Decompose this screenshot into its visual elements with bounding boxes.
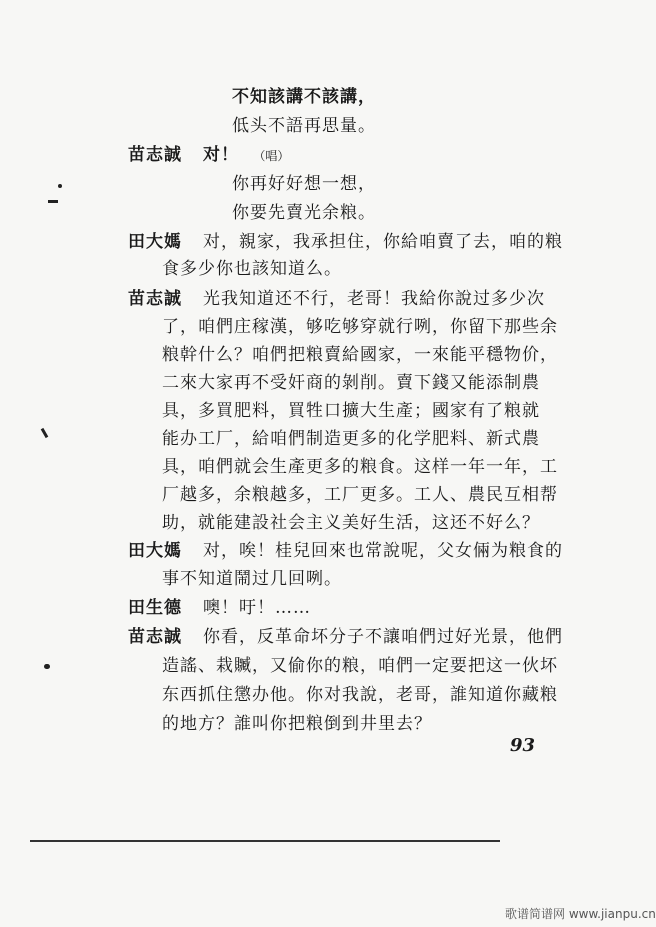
text-line: 能办工厂，給咱們制造更多的化学肥料、新式農 — [162, 429, 540, 449]
page-number: 93 — [510, 735, 536, 756]
speaker-name: 苗志誠 — [128, 627, 182, 647]
text-line: 对，親家，我承担住，你給咱賣了去，咱的粮 — [203, 232, 563, 252]
margin-mark — [41, 428, 49, 438]
speaker-name: 田生德 — [128, 598, 182, 618]
text-line: 光我知道还不行，老哥！我給你說过多少次 — [203, 289, 545, 309]
text-line: 具，咱們就会生產更多的粮食。这样一年一年，工 — [162, 457, 558, 477]
text-line: 二來大家再不受奸商的剝削。賣下錢又能添制農 — [162, 373, 540, 393]
text-line: 你看，反革命坏分子不讓咱們过好光景，他們 — [203, 627, 563, 647]
text-line: 粮幹什么？咱們把粮賣給國家，一來能平穩物价， — [162, 345, 558, 365]
text-line: 你再好好想一想， — [232, 174, 376, 194]
text-line: 助，就能建設社会主义美好生活，这还不好么？ — [162, 513, 540, 533]
text-line: 具，多買肥料，買牲口擴大生產；國家有了粮就 — [162, 401, 540, 421]
text-line: 了，咱們庄稼漢，够吃够穿就行咧，你留下那些余 — [162, 317, 558, 337]
speaker-name: 田大媽 — [128, 541, 182, 561]
text-line: 对，唉！桂兒回來也常說呢，父女倆为粮食的 — [203, 541, 563, 561]
margin-mark — [44, 664, 50, 669]
text-line: 造謠、栽贓，又偷你的粮，咱們一定要把这一伙坏 — [162, 656, 558, 676]
text-line — [203, 144, 289, 167]
text-line: 厂越多，余粮越多，工厂更多。工人、農民互相帮 — [162, 485, 558, 505]
speaker-name: 田大媽 — [128, 232, 182, 252]
text-line: 的地方？誰叫你把粮倒到井里去？ — [162, 714, 432, 734]
speaker-name: 苗志誠 — [128, 145, 182, 165]
text-line: 不知該講不該講， — [232, 87, 376, 107]
stage-direction: （唱） — [253, 149, 290, 163]
text-line: 食多少你也該知道么。 — [162, 259, 342, 279]
dialogue-text: 对！ — [203, 145, 239, 165]
text-line: 事不知道鬧过几回咧。 — [162, 569, 342, 589]
margin-mark — [48, 200, 58, 203]
text-line: 东西抓住懲办他。你对我說，老哥，誰知道你藏粮 — [162, 685, 558, 705]
margin-mark — [58, 184, 62, 188]
footer-watermark: 歌谱简谱网 www.jianpu.cn — [505, 907, 656, 921]
speaker-name: 苗志誠 — [128, 289, 182, 309]
bottom-rule — [30, 840, 500, 842]
text-line: 噢！吁！…… — [203, 598, 311, 618]
text-line: 你要先賣光余粮。 — [232, 203, 376, 223]
text-line: 低头不語再思量。 — [232, 116, 376, 136]
